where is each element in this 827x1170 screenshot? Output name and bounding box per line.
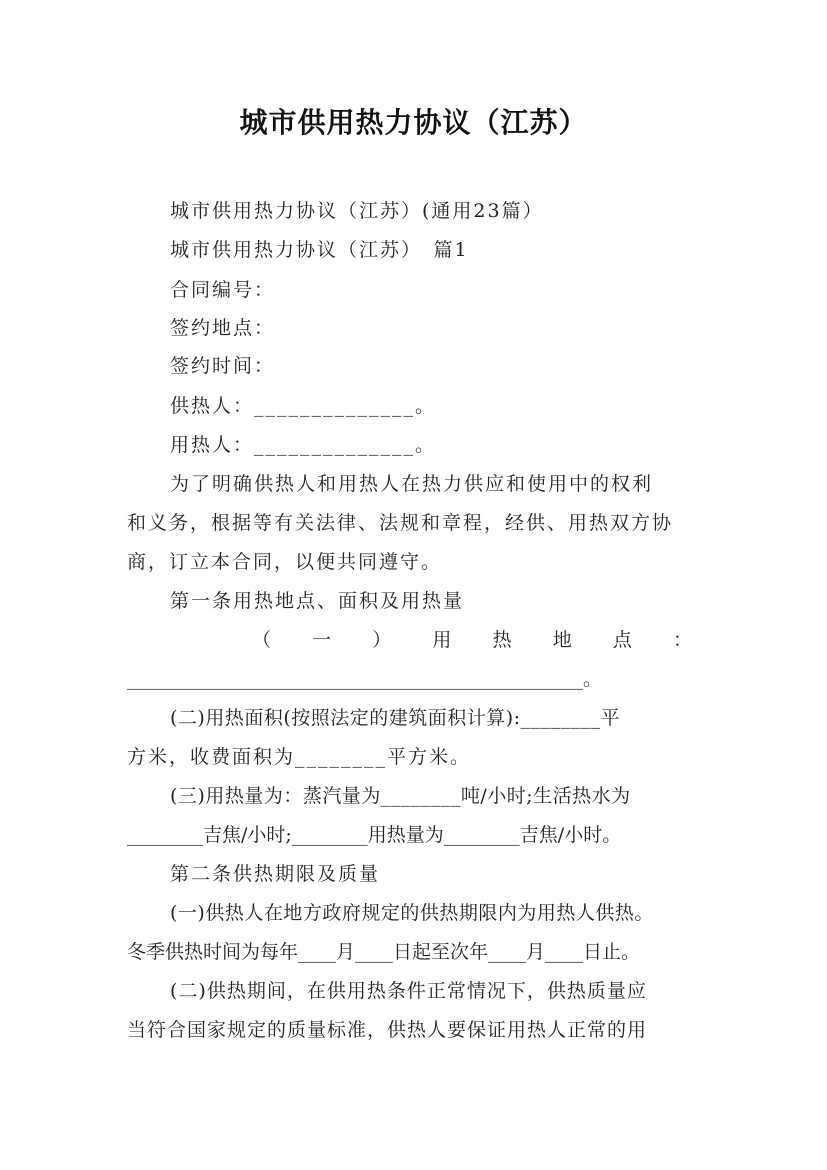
heat-location-char: 点 — [612, 629, 632, 651]
heat-location-line — [252, 620, 692, 660]
heat-location-blank: ________________________________________________。 — [127, 668, 603, 690]
heat-location-char: 用 — [432, 629, 452, 651]
document-title: 城市供用热力协议（江苏） — [239, 106, 588, 139]
heat-supplier-field: 供热人：______________。 — [170, 395, 437, 417]
signing-place-field: 签约地点： — [170, 317, 276, 339]
heat-amount-line-2: ________吉焦/小时;________用热量为________吉焦/小时。 — [127, 824, 622, 846]
supply-quality-line-1: (二)供热期间，在供用热条件正常情况下，供热质量应 — [170, 980, 647, 1002]
heat-location-char: 地 — [552, 629, 572, 651]
heat-location-char: 热 — [492, 629, 512, 651]
supply-quality-line-2: 当符合国家规定的质量标准，供热人要保证用热人正常的用 — [127, 1019, 648, 1041]
article-2-heading: 第二条供热期限及质量 — [170, 863, 381, 885]
heat-location-char: ： — [672, 629, 692, 651]
section-heading: 城市供用热力协议（江苏） 篇1 — [170, 239, 469, 261]
preamble-line-3: 商，订立本合同，以便共同遵守。 — [127, 551, 443, 573]
heat-area-line-1: (二)用热面积(按照法定的建筑面积计算):________平 — [170, 707, 621, 729]
heat-location-char: 一 — [312, 629, 332, 651]
heat-location-char: ） — [372, 629, 392, 651]
heat-user-field: 用热人：______________。 — [170, 434, 437, 456]
supply-period-line-2: 冬季供热时间为每年____月____日起至次年____月____日止。 — [127, 941, 641, 963]
heat-location-char: （ — [252, 629, 272, 651]
signing-time-field: 签约时间： — [170, 355, 276, 377]
article-1-heading: 第一条用热地点、面积及用热量 — [170, 590, 465, 612]
heat-amount-line-1: (三)用热量为：蒸汽量为________吨/小时;生活热水为 — [170, 785, 631, 807]
heat-area-line-2: 方米，收费面积为________平方米。 — [127, 746, 472, 768]
preamble-line-2: 和义务，根据等有关法律、法规和章程，经供、用热双方协 — [127, 512, 674, 534]
contract-number-field: 合同编号： — [170, 279, 276, 301]
preamble-line-1: 为了明确供热人和用热人在热力供应和使用中的权利 — [170, 473, 654, 495]
supply-period-line-1: (一)供热人在地方政府规定的供热期限内为用热人供热。 — [170, 902, 654, 924]
doc-subtitle: 城市供用热力协议（江苏）(通用23篇） — [170, 200, 544, 222]
